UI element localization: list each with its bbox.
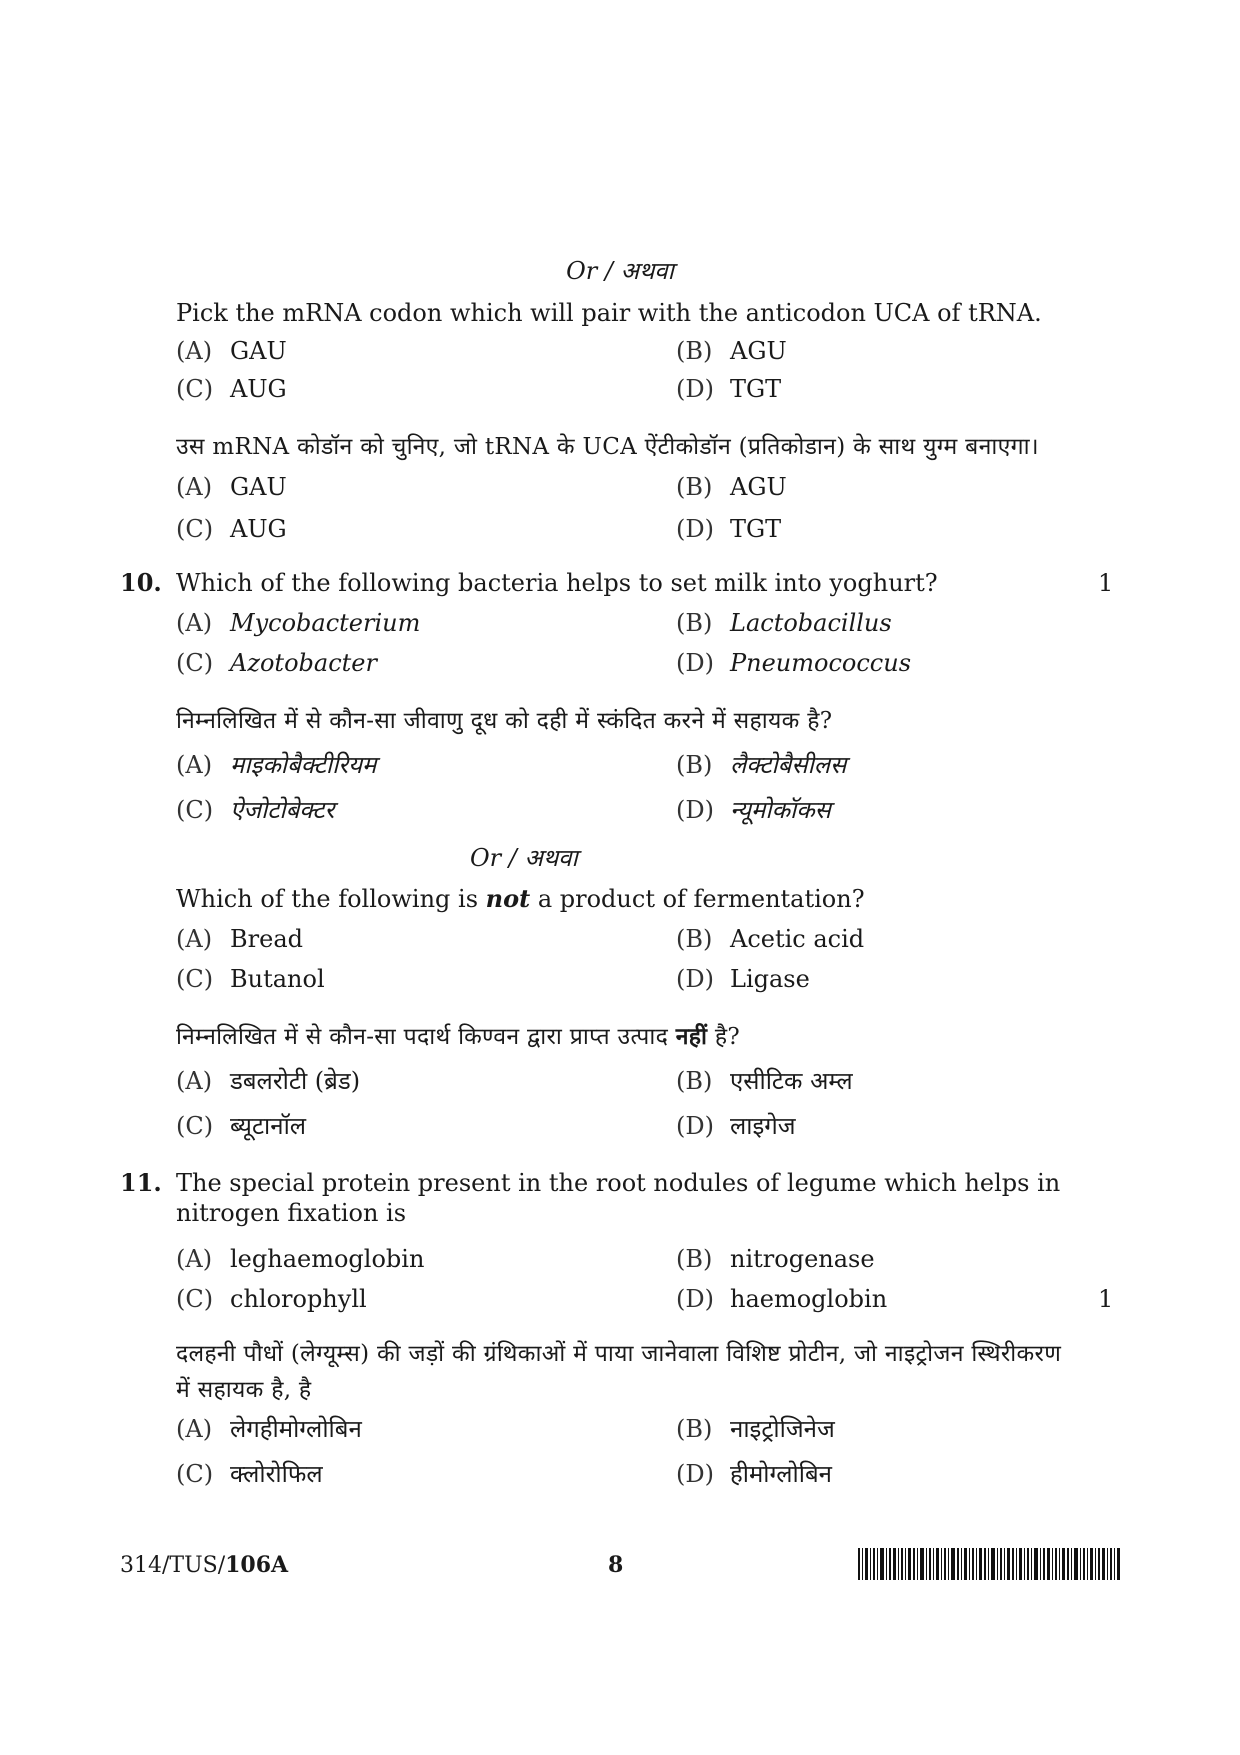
option-label: (D) bbox=[676, 965, 714, 993]
option-c bbox=[176, 374, 287, 404]
option-b bbox=[676, 608, 892, 638]
option-label: (D) bbox=[676, 515, 714, 543]
option-text: लेगहीमोग्लोबिन bbox=[230, 1415, 362, 1443]
option-text: TGT bbox=[730, 375, 782, 403]
paper-code-prefix: 314/TUS/ bbox=[120, 1553, 226, 1578]
option-label: (C) bbox=[176, 515, 214, 543]
question-text-en: Pick the mRNA codon which will pair with the anticodon UCA of tRNA. bbox=[176, 299, 1042, 327]
option-text: AUG bbox=[230, 375, 287, 403]
option-label: (B) bbox=[676, 609, 713, 637]
option-text: AGU bbox=[730, 337, 787, 365]
question-number: 10. bbox=[120, 568, 162, 597]
option-label: (D) bbox=[676, 796, 714, 824]
option-label: (B) bbox=[676, 751, 713, 779]
question-text-hi bbox=[176, 1022, 1066, 1052]
question-text-part: है? bbox=[707, 1024, 741, 1050]
option-b bbox=[676, 750, 846, 780]
option-label: (A) bbox=[176, 751, 213, 779]
option-text: क्लोरोफिल bbox=[230, 1460, 323, 1488]
option-text: Ligase bbox=[730, 965, 810, 993]
option-d bbox=[676, 374, 781, 404]
or-divider: Or / अथवा bbox=[470, 844, 578, 872]
option-label: (A) bbox=[176, 1415, 213, 1443]
option-text: हीमोग्लोबिन bbox=[730, 1460, 832, 1488]
option-a bbox=[176, 336, 287, 366]
option-label: (A) bbox=[176, 1067, 213, 1095]
question-number: 11. bbox=[120, 1168, 162, 1197]
option-text: GAU bbox=[230, 473, 287, 501]
paper-code bbox=[120, 1550, 288, 1581]
option-label: (A) bbox=[176, 473, 213, 501]
option-c bbox=[176, 1459, 323, 1489]
option-label: (C) bbox=[176, 1285, 214, 1313]
option-text: Pneumococcus bbox=[730, 649, 912, 677]
question-text-hi: उस mRNA कोडॉन को चुनिए, जो tRNA के UCA ऐंटीकोडॉन (प्रतिकोडान) के साथ युग्म बनाएगा। bbox=[176, 434, 1039, 460]
option-d bbox=[676, 964, 810, 994]
option-b bbox=[676, 1244, 875, 1274]
option-d bbox=[676, 1284, 887, 1314]
option-label: (B) bbox=[676, 337, 713, 365]
option-text: Butanol bbox=[230, 965, 325, 993]
option-label: (A) bbox=[176, 925, 213, 953]
option-text: नाइट्रोजिनेज bbox=[730, 1415, 835, 1443]
question-text-en: Which of the following bacteria helps to set milk into yoghurt? bbox=[176, 569, 938, 597]
question-text-hi: दलहनी पौधों (लेग्यूम्स) की जड़ों की ग्रंथिकाओं में पाया जानेवाला विशिष्ट प्रोटीन, जो नाइट्रोजन स्थिरीकरण में सहायक है, है bbox=[176, 1341, 1062, 1403]
option-c bbox=[176, 795, 334, 825]
option-text: AGU bbox=[730, 473, 787, 501]
option-c bbox=[176, 964, 325, 994]
option-label: (A) bbox=[176, 1245, 213, 1273]
barcode-icon bbox=[858, 1548, 1120, 1580]
option-text: ब्यूटानॉल bbox=[230, 1112, 307, 1140]
question-text-hi: निम्नलिखित में से कौन-सा जीवाणु दूध को दही में स्कंदित करने में सहायक है? bbox=[176, 708, 833, 734]
option-a bbox=[176, 1244, 424, 1274]
option-label: (A) bbox=[176, 337, 213, 365]
option-label: (C) bbox=[176, 375, 214, 403]
option-a bbox=[176, 608, 420, 638]
option-text: न्यूमोकॉकस bbox=[730, 796, 831, 824]
option-label: (D) bbox=[676, 375, 714, 403]
option-text: Bread bbox=[230, 925, 303, 953]
option-label: (A) bbox=[176, 609, 213, 637]
question-text-en bbox=[176, 884, 1066, 914]
option-text: माइकोबैक्टीरियम bbox=[230, 751, 377, 779]
option-c bbox=[176, 1284, 367, 1314]
option-d bbox=[676, 795, 831, 825]
option-label: (D) bbox=[676, 1285, 714, 1313]
paper-code-bold: 106A bbox=[225, 1552, 289, 1578]
option-b bbox=[676, 924, 864, 954]
option-d bbox=[676, 1459, 832, 1489]
option-text: TGT bbox=[730, 515, 782, 543]
option-c bbox=[176, 514, 287, 544]
option-a bbox=[176, 1414, 362, 1444]
option-label: (C) bbox=[176, 649, 214, 677]
option-text: leghaemoglobin bbox=[230, 1245, 425, 1273]
option-text: एसीटिक अम्ल bbox=[730, 1067, 853, 1095]
emphasis-text: not bbox=[485, 884, 531, 913]
option-label: (D) bbox=[676, 1460, 714, 1488]
question-text-part: Which of the following is bbox=[176, 885, 486, 913]
or-divider: Or / अथवा bbox=[566, 257, 674, 285]
option-label: (C) bbox=[176, 965, 214, 993]
option-a bbox=[176, 1066, 360, 1096]
option-label: (B) bbox=[676, 1415, 713, 1443]
option-label: (B) bbox=[676, 1245, 713, 1273]
option-c bbox=[176, 1111, 306, 1141]
option-text: Azotobacter bbox=[230, 649, 377, 677]
option-a bbox=[176, 472, 287, 502]
option-b bbox=[676, 336, 787, 366]
option-c bbox=[176, 648, 377, 678]
option-label: (B) bbox=[676, 1067, 713, 1095]
option-label: (C) bbox=[176, 1460, 214, 1488]
option-label: (C) bbox=[176, 796, 214, 824]
option-label: (D) bbox=[676, 649, 714, 677]
option-text: Mycobacterium bbox=[230, 609, 421, 637]
option-text: Lactobacillus bbox=[730, 609, 892, 637]
option-text: chlorophyll bbox=[230, 1285, 367, 1313]
option-a bbox=[176, 924, 303, 954]
option-b bbox=[676, 1066, 853, 1096]
option-b bbox=[676, 1414, 835, 1444]
emphasis-text: नहीं bbox=[675, 1023, 708, 1050]
option-label: (D) bbox=[676, 1112, 714, 1140]
page-number: 8 bbox=[608, 1552, 624, 1578]
question-text-part: निम्नलिखित में से कौन-सा पदार्थ किण्वन द्वारा प्राप्त उत्पाद bbox=[176, 1024, 676, 1050]
option-text: haemoglobin bbox=[730, 1285, 888, 1313]
option-d bbox=[676, 514, 781, 544]
question-text-en: The special protein present in the root nodules of legume which helps in nitrogen fixation is bbox=[176, 1169, 1061, 1227]
option-text: Acetic acid bbox=[730, 925, 865, 953]
option-text: लैक्टोबैसीलस bbox=[730, 751, 847, 779]
option-text: AUG bbox=[230, 515, 287, 543]
option-text: GAU bbox=[230, 337, 287, 365]
question-text-part: a product of fermentation? bbox=[530, 885, 865, 913]
option-text: ऐजोटोबेक्टर bbox=[230, 796, 335, 824]
option-label: (C) bbox=[176, 1112, 214, 1140]
option-label: (B) bbox=[676, 925, 713, 953]
option-text: nitrogenase bbox=[730, 1245, 875, 1273]
option-text: लाइगेज bbox=[730, 1112, 796, 1140]
marks: 1 bbox=[1098, 569, 1114, 597]
marks: 1 bbox=[1098, 1285, 1114, 1313]
option-label: (B) bbox=[676, 473, 713, 501]
option-d bbox=[676, 648, 911, 678]
option-a bbox=[176, 750, 376, 780]
option-text: डबलरोटी (ब्रेड) bbox=[230, 1067, 361, 1095]
option-d bbox=[676, 1111, 796, 1141]
option-b bbox=[676, 472, 787, 502]
